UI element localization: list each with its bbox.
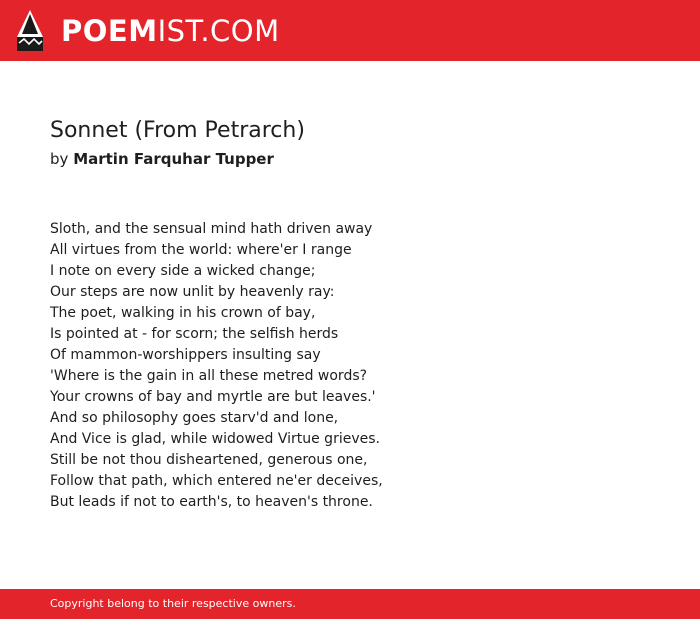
poem-line: Sloth, and the sensual mind hath driven away [50, 221, 373, 237]
poem-line: Still be not thou disheartened, generous one, [50, 452, 368, 468]
site-footer [0, 589, 700, 619]
poem-title: Sonnet (From Petrarch) [50, 118, 305, 143]
logo-bold-text: POEM [61, 14, 158, 48]
poem-line: Follow that path, which entered ne'er deceives, [50, 473, 383, 489]
site-header [0, 0, 700, 61]
pencil-logo-icon[interactable] [17, 10, 43, 51]
poem-line: I note on every side a wicked change; [50, 263, 316, 279]
poem-line: And Vice is glad, while widowed Virtue grieves. [50, 431, 380, 447]
poem-line: Our steps are now unlit by heavenly ray: [50, 284, 335, 300]
poem-line: Your crowns of bay and myrtle are but leaves.' [50, 389, 376, 405]
poem-line: And so philosophy goes starv'd and lone, [50, 410, 339, 426]
site-logo[interactable] [61, 13, 280, 49]
poem-body [50, 219, 610, 513]
poem-line: The poet, walking in his crown of bay, [50, 305, 316, 321]
by-label: by [50, 150, 69, 168]
poem-line: 'Where is the gain in all these metred words? [50, 368, 368, 384]
copyright-text: Copyright belong to their respective owners. [50, 597, 296, 610]
poem-line: Is pointed at - for scorn; the selfish herds [50, 326, 339, 342]
poem-byline [50, 148, 274, 170]
author-name: Martin Farquhar Tupper [73, 150, 274, 168]
poem-line: Of mammon-worshippers insulting say [50, 347, 321, 363]
logo-light-text: IST.COM [157, 14, 280, 48]
poem-line: All virtues from the world: where'er I range [50, 242, 352, 258]
poem-line: But leads if not to earth's, to heaven's throne. [50, 494, 373, 510]
